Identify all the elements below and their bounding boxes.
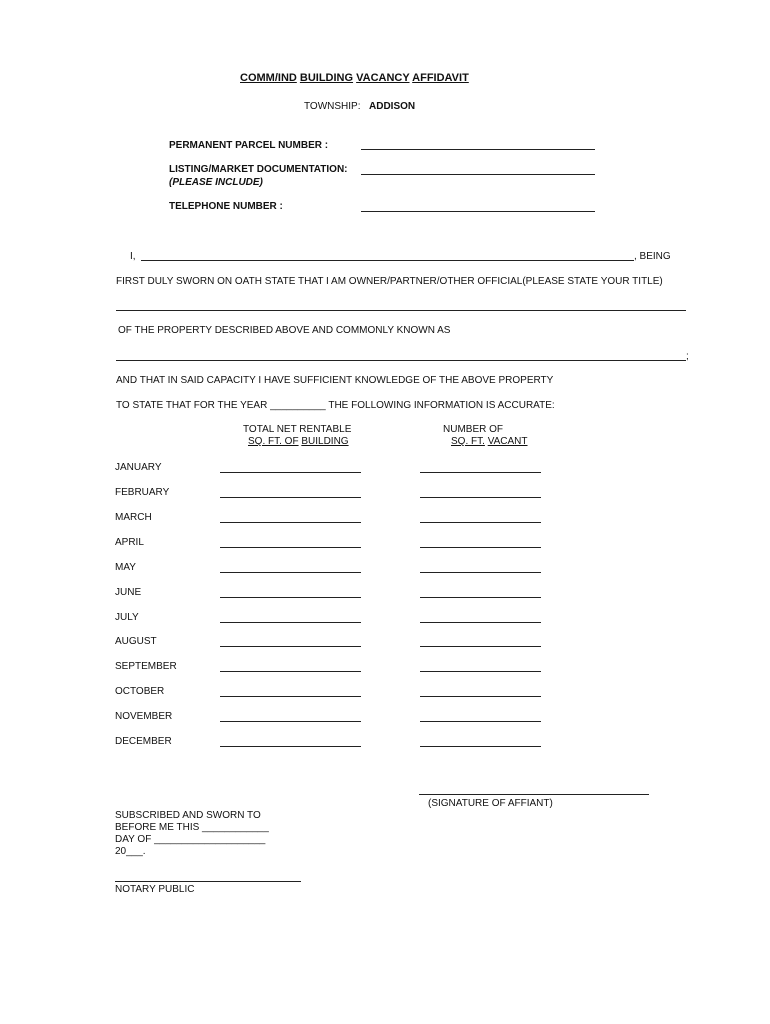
col1-header-line1: TOTAL NET RENTABLE bbox=[243, 424, 352, 435]
month-label: MAY bbox=[115, 562, 136, 573]
building-sqft-field[interactable] bbox=[220, 671, 361, 672]
notary-label: NOTARY PUBLIC bbox=[115, 884, 195, 895]
signature-label: (SIGNATURE OF AFFIANT) bbox=[428, 798, 553, 809]
year-prefix: TO STATE THAT FOR THE YEAR bbox=[116, 400, 268, 411]
telephone-label: TELEPHONE NUMBER : bbox=[169, 201, 283, 212]
month-label: DECEMBER bbox=[115, 736, 172, 747]
building-sqft-field[interactable] bbox=[220, 746, 361, 747]
vacant-sqft-field[interactable] bbox=[420, 597, 541, 598]
vacant-sqft-field[interactable] bbox=[420, 746, 541, 747]
vacant-sqft-field[interactable] bbox=[420, 522, 541, 523]
signature-field[interactable] bbox=[419, 794, 649, 795]
building-sqft-field[interactable] bbox=[220, 547, 361, 548]
col2-header-part: VACANT bbox=[487, 436, 528, 447]
listing-field[interactable] bbox=[361, 174, 595, 175]
col1-header-line2 bbox=[248, 436, 349, 447]
month-label: AUGUST bbox=[115, 636, 157, 647]
month-label: SEPTEMBER bbox=[115, 661, 177, 672]
title-word: BUILDING bbox=[299, 72, 354, 84]
vacant-sqft-field[interactable] bbox=[420, 622, 541, 623]
vacant-sqft-field[interactable] bbox=[420, 721, 541, 722]
notary-signature-field[interactable] bbox=[115, 881, 301, 882]
building-sqft-field[interactable] bbox=[220, 597, 361, 598]
vacant-sqft-field[interactable] bbox=[420, 646, 541, 647]
property-statement: OF THE PROPERTY DESCRIBED ABOVE AND COMMONLY KNOWN AS bbox=[118, 325, 451, 336]
parcel-number-field[interactable] bbox=[361, 149, 595, 150]
notary-text-line: BEFORE ME THIS ____________ bbox=[115, 822, 269, 833]
col1-header-part: SQ. FT. OF bbox=[248, 436, 299, 447]
vacant-sqft-field[interactable] bbox=[420, 671, 541, 672]
title-word: COMM/IND bbox=[240, 72, 297, 84]
col2-header-line2 bbox=[451, 436, 528, 447]
semicolon: ; bbox=[686, 351, 689, 362]
building-sqft-field[interactable] bbox=[220, 721, 361, 722]
vacant-sqft-field[interactable] bbox=[420, 696, 541, 697]
listing-label: LISTING/MARKET DOCUMENTATION: bbox=[169, 164, 348, 175]
building-sqft-field[interactable] bbox=[220, 497, 361, 498]
sworn-statement: FIRST DULY SWORN ON OATH STATE THAT I AM OWNER/PARTNER/OTHER OFFICIAL(PLEASE STATE YOUR TITLE) bbox=[116, 276, 663, 287]
vacant-sqft-field[interactable] bbox=[420, 497, 541, 498]
month-label: JULY bbox=[115, 612, 139, 623]
property-field[interactable] bbox=[116, 360, 686, 361]
capacity-statement: AND THAT IN SAID CAPACITY I HAVE SUFFICIENT KNOWLEDGE OF THE ABOVE PROPERTY bbox=[116, 375, 554, 386]
building-sqft-field[interactable] bbox=[220, 522, 361, 523]
vacant-sqft-field[interactable] bbox=[420, 572, 541, 573]
form-title bbox=[240, 72, 469, 84]
building-sqft-field[interactable] bbox=[220, 572, 361, 573]
notary-text-line: SUBSCRIBED AND SWORN TO bbox=[115, 810, 261, 821]
month-label: NOVEMBER bbox=[115, 711, 173, 722]
vacant-sqft-field[interactable] bbox=[420, 472, 541, 473]
month-label: MARCH bbox=[115, 512, 152, 523]
notary-text-line: DAY OF ____________________ bbox=[115, 834, 266, 845]
township-value: ADDISON bbox=[369, 101, 416, 112]
col1-header-part: BUILDING bbox=[301, 436, 349, 447]
month-label: OCTOBER bbox=[115, 686, 165, 697]
month-label: JUNE bbox=[115, 587, 142, 598]
building-sqft-field[interactable] bbox=[220, 646, 361, 647]
listing-note: (PLEASE INCLUDE) bbox=[169, 177, 263, 188]
year-statement bbox=[116, 400, 555, 411]
being-text: , BEING bbox=[634, 251, 671, 262]
notary-text-line: 20___. bbox=[115, 846, 146, 857]
affiant-name-field[interactable] bbox=[141, 260, 634, 261]
building-sqft-field[interactable] bbox=[220, 472, 361, 473]
township-label: TOWNSHIP: bbox=[304, 101, 361, 112]
year-field[interactable]: __________ bbox=[270, 400, 326, 411]
col2-header-part: SQ. FT. bbox=[451, 436, 485, 447]
title-word: VACANCY bbox=[356, 72, 410, 84]
year-suffix: THE FOLLOWING INFORMATION IS ACCURATE: bbox=[328, 400, 555, 411]
month-label: JANUARY bbox=[115, 462, 162, 473]
title-word: AFFIDAVIT bbox=[412, 72, 469, 84]
building-sqft-field[interactable] bbox=[220, 622, 361, 623]
title-field[interactable] bbox=[116, 310, 686, 311]
month-label: FEBRUARY bbox=[115, 487, 170, 498]
vacant-sqft-field[interactable] bbox=[420, 547, 541, 548]
building-sqft-field[interactable] bbox=[220, 696, 361, 697]
month-label: APRIL bbox=[115, 537, 144, 548]
parcel-number-label: PERMANENT PARCEL NUMBER : bbox=[169, 140, 329, 151]
affiant-prefix: I, bbox=[130, 251, 136, 262]
telephone-field[interactable] bbox=[361, 211, 595, 212]
col2-header-line1: NUMBER OF bbox=[443, 424, 503, 435]
